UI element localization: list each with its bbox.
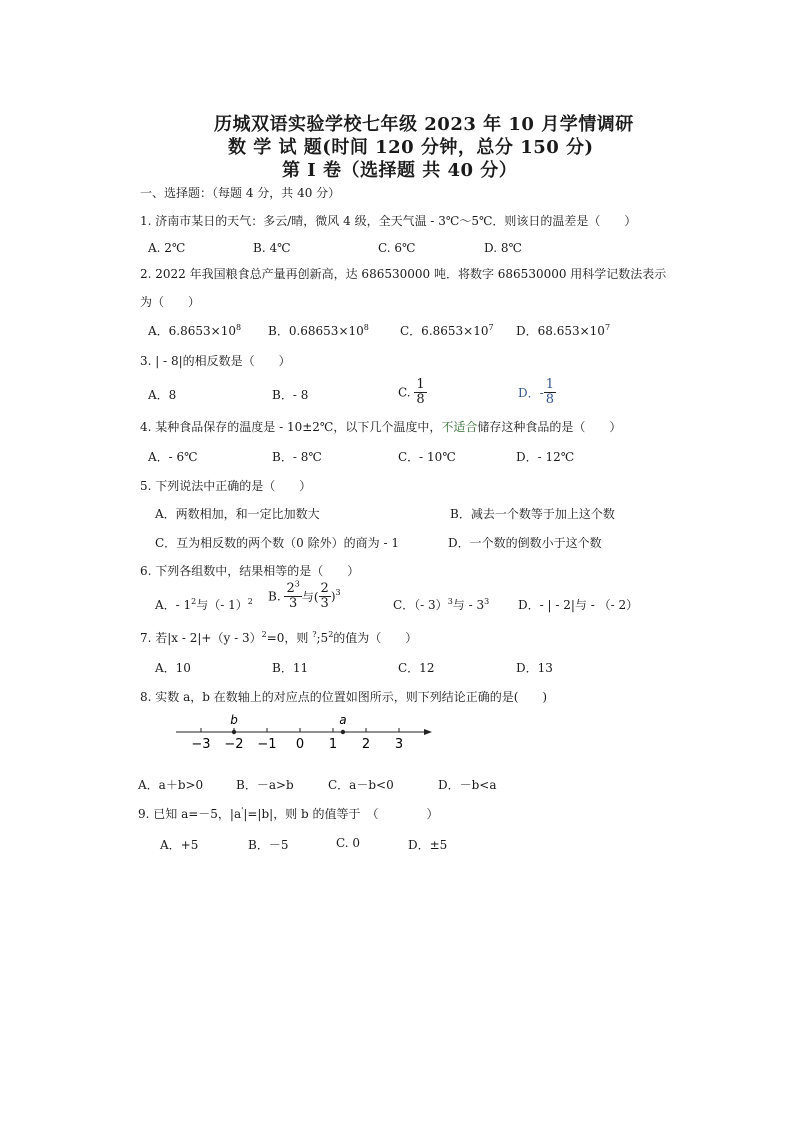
section-choice-heading: 一、选择题：（每题 4 分，共 40 分） [140,186,341,200]
question-1-option-b: B. 4℃ [253,241,291,255]
question-4-option-c: C．- 10℃ [398,450,456,464]
question-5-option-d: D．一个数的倒数小于这个数 [448,536,602,550]
question-2-stem: 2. 2022 年我国粮食总产量再创新高，达 686530000 吨．将数字 686530000 用科学记数法表示 [140,267,667,281]
question-9-option-a: A．+5 [160,838,199,852]
number-line-arrow-icon [424,729,432,735]
question-5-option-b: B．减去一个数等于加上这个数 [450,507,615,521]
question-2-option-c: C．$6.8653\times 10^7$ [400,323,494,338]
question-8-stem: 8. 实数 a，b 在数轴上的对应点的位置如图所示，则下列结论正确的是( ) [140,690,548,704]
question-4-option-d: D．- 12℃ [516,450,575,464]
exam-subtitle: 数 学 试 题(时间 120 分钟，总分 150 分) [228,137,594,158]
question-6-option-c: C．（- 3）$^3$与 - $3^3$ [393,597,490,612]
question-4-option-b: B．- 8℃ [272,450,322,464]
question-6-option-d: D．- | - 2|与 - （- 2） [518,598,639,612]
question-5-option-a: A．两数相加，和一定比加数大 [155,507,320,521]
section-heading: 第 I 卷（选择题 共 40 分） [282,160,518,181]
question-1-option-c: C. 6℃ [378,241,416,255]
question-4-option-a: A．- 6℃ [148,450,198,464]
number-line-figure [170,710,440,755]
question-8-option-b: B．－a>b [236,778,294,792]
point-b-label: b [230,713,238,727]
question-1-option-a: A. 2℃ [148,241,186,255]
number-line-tick-label: 1 [328,737,338,752]
number-line-tick-label: 2 [361,737,371,752]
question-5-option-c: C．互为相反数的两个数（0 除外）的商为 - 1 [155,536,399,550]
question-3-option-c: C. $\frac{1}{8}$ [398,377,425,407]
question-4-stem: 4. 某种食品保存的温度是 - 10±2℃，以下几个温度中，不适合储存这种食品的是（ ） [140,420,622,434]
question-7-stem: 7. 若|x - 2|+（y - 3）$^2$=0，则 $^?;5^2$的值为（ ） [140,630,418,645]
point-a [341,730,345,734]
question-2-option-b: B．$0.68653\times 10^8$ [268,323,369,338]
question-9-option-d: D．±5 [408,838,448,852]
question-6-option-a: A．- $1^2$与（- 1）$^2$ [155,597,253,612]
fraction-one-eighth: $\frac{1}{8}$ [416,377,425,407]
question-9-stem: 9. 已知 a=－5，|a'|=|b|，则 b 的值等于 （ ） [138,806,439,821]
question-8-option-c: C．a－b<0 [328,778,394,792]
question-3-option-d: D．- $\frac{1}{8}$ [518,377,554,407]
question-7-option-b: B．11 [272,661,309,675]
number-line-tick-label: −1 [257,737,277,752]
point-b [232,730,236,734]
exam-title: 历城双语实验学校七年级 2023 年 10 月学情调研 [214,114,634,135]
question-9-option-c: C. 0 [336,836,361,850]
question-7-option-d: D．13 [516,661,553,675]
question-2-option-a: A．$6.8653\times 10^8$ [148,323,242,338]
question-7-option-c: C．12 [398,661,435,675]
question-8-option-d: D．－b<a [438,778,497,792]
question-2-stem-cont: 为（ ） [140,295,201,309]
question-6-stem: 6. 下列各组数中，结果相等的是（ ） [140,564,360,578]
question-1-stem: 1. 济南市某日的天气：多云/晴，微风 4 级，全天气温 - 3℃～5℃．则该日的温差是（ ） [140,214,637,228]
number-line-tick-label: 0 [295,737,305,752]
question-3-option-b: B．- 8 [272,388,309,402]
fraction-one-eighth-neg: $\frac{1}{8}$ [545,377,554,407]
question-2-option-d: D．$68.653\times 10^7$ [516,323,611,338]
number-line-tick-label: −3 [191,737,211,752]
question-6-option-b: B. $\frac{2^3}{3}$ 与( $\frac{2}{3}$ )$^3$ [268,579,341,611]
number-line-tick-label: −2 [224,737,244,752]
question-9-option-b: B．－5 [248,838,289,852]
question-3-option-a: A．8 [148,388,177,402]
question-8-option-a: A．a＋b>0 [138,778,204,792]
point-a-label: a [339,713,347,727]
question-5-stem: 5. 下列说法中正确的是（ ） [140,479,312,493]
question-3-stem: 3. | - 8|的相反数是（ ） [140,354,291,368]
question-1-option-d: D. 8℃ [484,241,522,255]
number-line-tick-label: 3 [394,737,404,752]
question-7-option-a: A．10 [155,661,191,675]
